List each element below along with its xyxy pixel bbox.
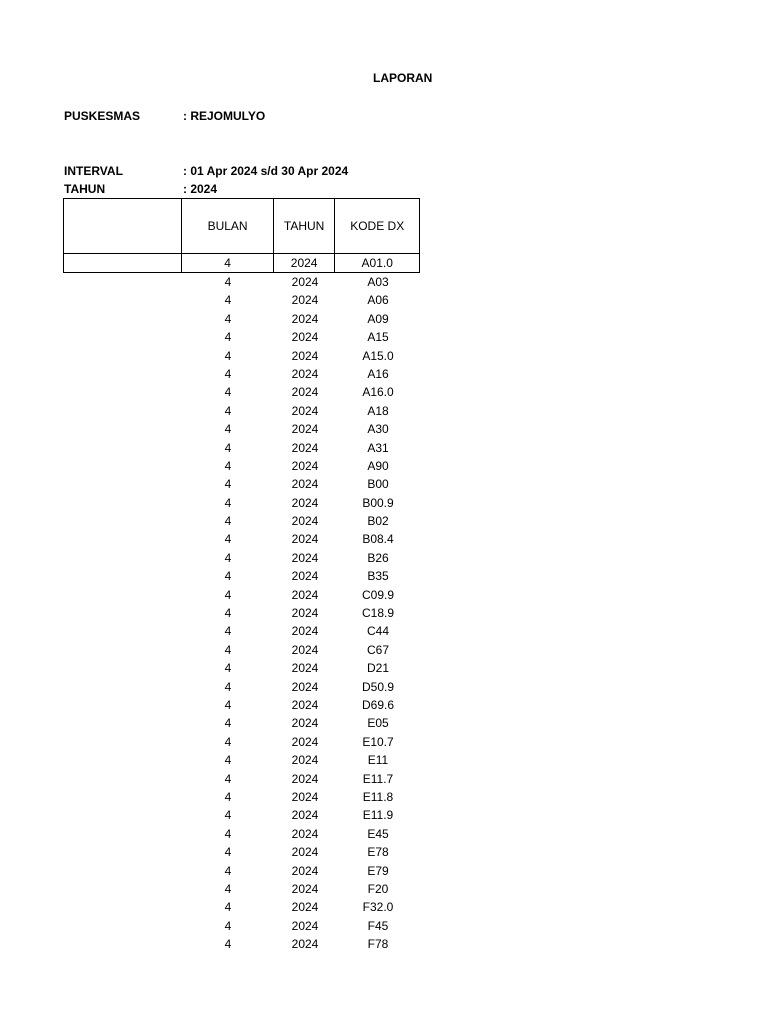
row-cell-tahun: 2024	[291, 330, 319, 345]
row-cell-kode-dx: E11.7	[362, 771, 394, 786]
row-cell-bulan: 4	[224, 789, 232, 804]
report-title: LAPORAN	[373, 71, 433, 85]
row-cell-blank	[63, 328, 182, 346]
row-cell-bulan: 4	[224, 587, 232, 602]
table-row	[63, 254, 420, 273]
row-cell-bulan: 4	[224, 679, 232, 694]
row-cell-blank	[63, 475, 182, 493]
row-cell-blank	[63, 917, 182, 935]
row-cell-blank	[63, 291, 182, 309]
row-cell-bulan: 4	[224, 863, 232, 878]
table-row	[63, 291, 420, 309]
row-cell-blank	[63, 806, 182, 824]
row-cell-bulan: 4	[224, 403, 232, 418]
row-cell-tahun: 2024	[291, 403, 319, 418]
row-cell-bulan: 4	[224, 569, 232, 584]
row-cell-blank	[63, 862, 182, 880]
row-cell-kode-dx: E11	[367, 753, 389, 768]
row-cell-tahun: 2024	[291, 881, 319, 896]
row-cell-kode-dx: C18.9	[361, 606, 395, 621]
row-cell-tahun: 2024	[291, 753, 319, 768]
row-cell-bulan: 4	[224, 734, 232, 749]
tahun-label: TAHUN	[64, 182, 106, 196]
table-row	[63, 788, 420, 806]
row-cell-blank	[63, 770, 182, 788]
row-cell-blank	[63, 788, 182, 806]
row-cell-bulan: 4	[224, 385, 232, 400]
row-cell-tahun: 2024	[291, 900, 319, 915]
table-row	[63, 770, 420, 788]
table-row	[63, 586, 420, 604]
row-cell-bulan: 4	[224, 550, 232, 565]
row-cell-kode-dx: E11.8	[362, 789, 394, 804]
row-cell-tahun: 2024	[291, 734, 319, 749]
row-cell-blank	[63, 439, 182, 457]
table-row	[63, 898, 420, 916]
table-row	[63, 806, 420, 824]
row-cell-blank	[63, 365, 182, 383]
row-cell-kode-dx: E11.9	[362, 808, 394, 823]
row-cell-kode-dx: A90	[367, 458, 389, 473]
row-cell-tahun: 2024	[291, 458, 319, 473]
row-cell-bulan: 4	[224, 293, 232, 308]
row-cell-bulan: 4	[224, 845, 232, 860]
table-row	[63, 696, 420, 714]
row-cell-bulan: 4	[224, 366, 232, 381]
row-cell-tahun: 2024	[291, 587, 319, 602]
row-cell-bulan: 4	[224, 661, 232, 676]
table-row	[63, 383, 420, 401]
row-cell-bulan: 4	[224, 422, 232, 437]
row-cell-tahun: 2024	[291, 697, 319, 712]
row-cell-bulan: 4	[224, 900, 232, 915]
row-cell-bulan: 4	[224, 311, 232, 326]
table-row	[63, 862, 420, 880]
table-row	[63, 935, 420, 953]
row-cell-kode-dx: A09	[367, 311, 389, 326]
row-cell-bulan: 4	[224, 642, 232, 657]
row-cell-tahun: 2024	[291, 495, 319, 510]
row-cell-tahun: 2024	[291, 771, 319, 786]
row-cell-bulan: 4	[224, 716, 232, 731]
row-cell-kode-dx: E10.7	[362, 734, 394, 749]
row-cell-kode-dx: A30	[367, 422, 389, 437]
row-cell-bulan: 4	[224, 495, 232, 510]
row-cell-blank	[63, 880, 182, 898]
row-cell-blank	[63, 383, 182, 401]
row-cell-tahun: 2024	[291, 863, 319, 878]
row-cell-tahun: 2024	[291, 716, 319, 731]
row-cell-kode-dx: A16	[367, 366, 389, 381]
row-cell-blank	[63, 530, 182, 548]
row-cell-blank	[63, 898, 182, 916]
row-cell-blank	[63, 935, 182, 953]
table-row	[63, 641, 420, 659]
row-cell-bulan: 4	[224, 348, 232, 363]
row-cell-kode-dx: D21	[366, 661, 389, 676]
table-row	[63, 347, 420, 365]
header-cell-blank	[64, 199, 182, 253]
row-cell-tahun: 2024	[291, 642, 319, 657]
row-cell-tahun: 2024	[291, 569, 319, 584]
row-cell-kode-dx: C44	[366, 624, 389, 639]
row-cell-kode-dx: D50.9	[361, 679, 395, 694]
row-cell-bulan: 4	[224, 606, 232, 621]
table-row	[63, 733, 420, 751]
row-cell-bulan: 4	[224, 458, 232, 473]
table-row	[63, 843, 420, 861]
row-cell-blank	[63, 659, 182, 677]
row-cell-blank	[63, 586, 182, 604]
row-cell-blank	[63, 604, 182, 622]
row-cell-tahun: 2024	[291, 606, 319, 621]
header-cell-tahun: TAHUN	[274, 199, 336, 253]
row-cell-tahun: 2024	[291, 514, 319, 529]
row-cell-blank	[63, 733, 182, 751]
row-cell-kode-dx: A01.0	[361, 256, 393, 270]
row-cell-kode-dx: F32.0	[362, 900, 394, 915]
row-cell-bulan: 4	[224, 771, 232, 786]
row-cell-tahun: 2024	[291, 385, 319, 400]
table-row	[63, 273, 420, 291]
interval-label: INTERVAL	[64, 164, 123, 178]
row-cell-kode-dx: C09.9	[361, 587, 395, 602]
row-cell-tahun: 2024	[291, 440, 319, 455]
table-row	[63, 659, 420, 677]
row-cell-blank	[63, 273, 182, 291]
table-row	[63, 365, 420, 383]
row-cell-tahun: 2024	[291, 275, 319, 289]
row-cell-bulan: 4	[224, 697, 232, 712]
row-cell-tahun: 2024	[291, 477, 319, 492]
table-row	[63, 880, 420, 898]
row-cell-blank	[63, 402, 182, 420]
row-cell-bulan: 4	[224, 532, 232, 547]
row-cell-tahun: 2024	[291, 845, 319, 860]
row-cell-kode-dx: B02	[367, 514, 389, 529]
row-cell-kode-dx: E45	[367, 826, 389, 841]
table-row	[63, 402, 420, 420]
row-cell-kode-dx: A16.0	[362, 385, 394, 400]
row-cell-tahun: 2024	[291, 918, 319, 933]
row-cell-tahun: 2024	[291, 348, 319, 363]
row-cell-bulan: 4	[224, 514, 232, 529]
table-row	[63, 678, 420, 696]
row-cell-blank	[63, 347, 182, 365]
row-cell-blank	[63, 678, 182, 696]
table-row	[63, 825, 420, 843]
row-cell-blank	[63, 457, 182, 475]
row-cell-tahun: 2024	[291, 624, 319, 639]
row-cell-bulan: 4	[224, 753, 232, 768]
row-cell-kode-dx: A15	[367, 330, 389, 345]
row-cell-blank	[63, 512, 182, 530]
row-cell-blank	[63, 622, 182, 640]
row-cell-blank	[63, 567, 182, 585]
table-row	[63, 549, 420, 567]
table-row	[63, 530, 420, 548]
row-cell-kode-dx: A03	[367, 275, 389, 289]
row-cell-bulan: 4	[224, 881, 232, 896]
row-cell-tahun: 2024	[291, 550, 319, 565]
row-cell-tahun: 2024	[291, 679, 319, 694]
table-row	[63, 512, 420, 530]
interval-value: : 01 Apr 2024 s/d 30 Apr 2024	[183, 164, 349, 178]
row-cell-kode-dx: F20	[367, 881, 389, 896]
row-cell-kode-dx: A06	[367, 293, 389, 308]
table-row	[63, 439, 420, 457]
puskesmas-label: PUSKESMAS	[64, 109, 141, 123]
row-cell-kode-dx: B26	[367, 550, 389, 565]
row-cell-blank	[63, 549, 182, 567]
row-cell-blank	[63, 696, 182, 714]
row-cell-kode-dx: D69.6	[361, 697, 395, 712]
row-cell-bulan: 4	[224, 918, 232, 933]
table-row	[63, 714, 420, 732]
row-cell-bulan: 4	[224, 808, 232, 823]
table-row	[63, 567, 420, 585]
row-cell-tahun: 2024	[291, 826, 319, 841]
table-row	[63, 310, 420, 328]
row-cell-bulan: 4	[224, 477, 232, 492]
row-cell-blank	[63, 641, 182, 659]
row-cell-blank	[63, 494, 182, 512]
row-cell-blank	[63, 825, 182, 843]
row-cell-bulan: 4	[182, 254, 273, 272]
row-cell-kode-dx: F45	[367, 918, 389, 933]
row-cell-tahun: 2024	[291, 293, 319, 308]
row-cell-kode-dx: A18	[367, 403, 389, 418]
row-cell-kode-dx: E05	[367, 716, 389, 731]
report-table	[63, 198, 420, 953]
table-row	[63, 494, 420, 512]
table-row	[63, 420, 420, 438]
row-cell-kode-dx: B00.9	[362, 495, 394, 510]
row-cell-tahun: 2024	[291, 366, 319, 381]
table-row	[63, 457, 420, 475]
row-cell-kode-dx: E79	[367, 863, 389, 878]
row-cell-blank	[64, 254, 182, 272]
puskesmas-value: : REJOMULYO	[183, 109, 266, 123]
row-cell-blank	[63, 310, 182, 328]
row-cell-tahun: 2024	[291, 422, 319, 437]
row-cell-bulan: 4	[224, 440, 232, 455]
row-cell-kode-dx: C67	[366, 642, 389, 657]
row-cell-tahun: 2024	[291, 789, 319, 804]
row-cell-tahun: 2024	[291, 808, 319, 823]
row-cell-kode-dx: F78	[367, 937, 389, 952]
row-cell-kode-dx: B35	[367, 569, 389, 584]
table-row	[63, 604, 420, 622]
row-cell-kode-dx: B00	[367, 477, 389, 492]
row-cell-tahun: 2024	[291, 532, 319, 547]
header-cell-bulan: BULAN	[182, 199, 273, 253]
table-header	[63, 198, 420, 254]
row-cell-blank	[63, 843, 182, 861]
table-body	[63, 254, 420, 953]
table-row	[63, 622, 420, 640]
header-cell-kode-dx: KODE DX	[350, 219, 405, 233]
tahun-value: : 2024	[183, 182, 218, 196]
row-cell-blank	[63, 714, 182, 732]
row-cell-bulan: 4	[224, 330, 232, 345]
table-row	[63, 475, 420, 493]
row-cell-tahun: 2024	[291, 661, 319, 676]
row-cell-bulan: 4	[224, 937, 232, 952]
table-row	[63, 917, 420, 935]
table-row	[63, 751, 420, 769]
row-cell-bulan: 4	[224, 826, 232, 841]
row-cell-bulan: 4	[224, 275, 232, 289]
row-cell-bulan: 4	[224, 624, 232, 639]
row-cell-tahun: 2024	[291, 937, 319, 952]
row-cell-kode-dx: A31	[367, 440, 389, 455]
row-cell-blank	[63, 751, 182, 769]
row-cell-kode-dx: A15.0	[362, 348, 394, 363]
row-cell-blank	[63, 420, 182, 438]
row-cell-tahun: 2024	[274, 254, 336, 272]
table-row	[63, 328, 420, 346]
row-cell-kode-dx: E78	[367, 845, 389, 860]
row-cell-kode-dx: B08.4	[362, 532, 394, 547]
row-cell-tahun: 2024	[291, 311, 319, 326]
